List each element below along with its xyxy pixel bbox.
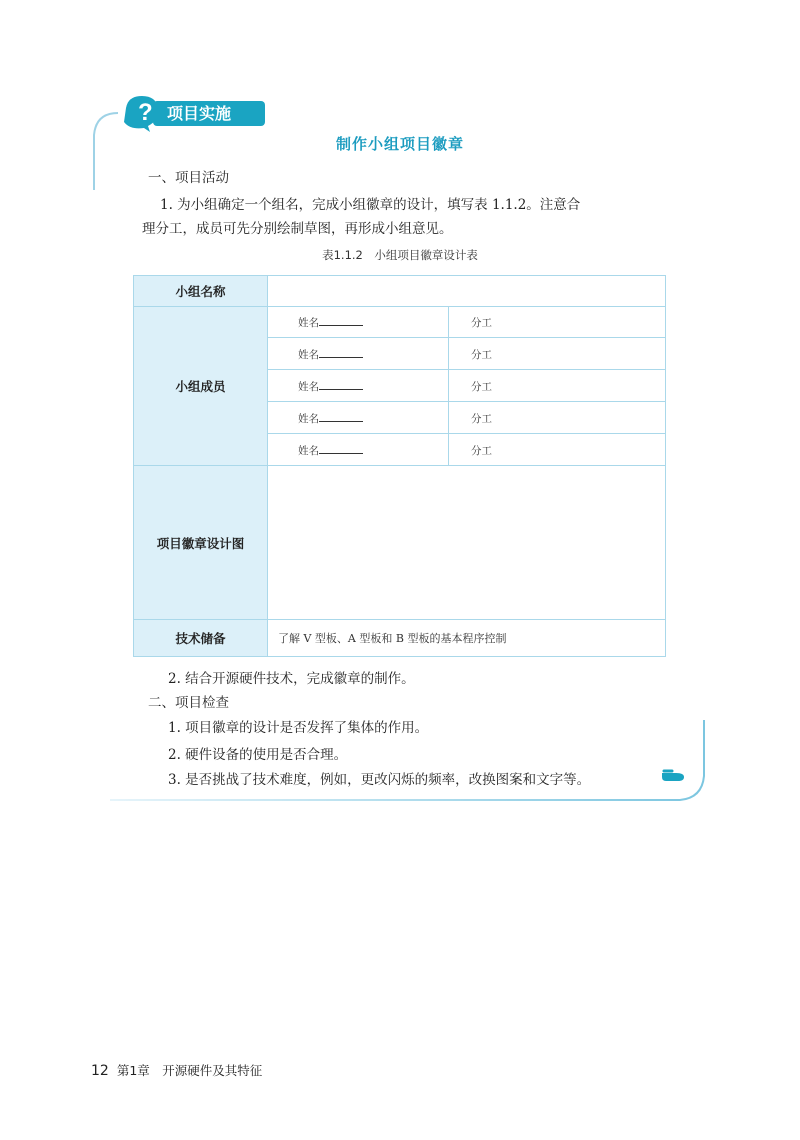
member-name-field[interactable] — [268, 307, 449, 338]
check-item: 1. 项目徽章的设计是否发挥了集体的作用。 — [168, 720, 429, 736]
section2-heading: 二、项目检查 — [148, 695, 229, 711]
group-name-label: 小组名称 — [134, 276, 268, 307]
paragraph1-line2: 理分工，成员可先分别绘制草图，再形成小组意见。 — [142, 221, 453, 237]
table-caption: 表1.1.2 小组项目徽章设计表 — [322, 248, 478, 262]
page-footer — [91, 1061, 262, 1079]
member-role-field[interactable] — [449, 434, 666, 466]
member-role-field[interactable] — [449, 370, 666, 402]
svg-text:?: ? — [138, 99, 153, 126]
role-label: 分工 — [471, 412, 492, 425]
pointing-hand-icon — [660, 765, 686, 785]
badge-design-table — [133, 275, 666, 657]
members-label: 小组成员 — [134, 307, 268, 466]
name-label: 姓名 — [298, 317, 319, 329]
chapter-title: 第1章 开源硬件及其特征 — [116, 1063, 263, 1078]
member-role-field[interactable] — [449, 338, 666, 370]
page-number: 12 — [91, 1063, 109, 1079]
group-name-field[interactable] — [268, 276, 666, 307]
member-row — [134, 307, 666, 338]
member-name-field[interactable] — [268, 434, 449, 466]
name-label: 姓名 — [298, 348, 319, 361]
tech-label: 技术储备 — [134, 620, 268, 657]
role-label: 分工 — [471, 317, 492, 329]
design-label: 项目徽章设计图 — [134, 466, 268, 620]
paragraph1-line1: 1. 为小组确定一个组名，完成小组徽章的设计，填写表 1.1.2。注意合 — [160, 197, 581, 213]
tech-value-cell — [268, 620, 666, 657]
member-name-field[interactable] — [268, 338, 449, 370]
name-label: 姓名 — [298, 412, 319, 425]
underline — [319, 379, 363, 390]
role-label: 分工 — [471, 380, 492, 393]
member-role-field[interactable] — [449, 402, 666, 434]
member-role-field[interactable] — [449, 307, 666, 338]
underline — [319, 443, 363, 454]
check-item: 3. 是否挑战了技术难度，例如，更改闪烁的频率，改换图案和文字等。 — [168, 772, 591, 788]
section1-heading: 一、项目活动 — [148, 170, 229, 186]
paragraph2: 2. 结合开源硬件技术，完成徽章的制作。 — [168, 671, 415, 687]
underline — [319, 411, 363, 422]
underline — [319, 347, 363, 358]
name-label: 姓名 — [298, 380, 319, 393]
section-badge: 项目实施 — [153, 101, 265, 126]
tech-value: 了解 V 型板、A 型板和 B 型板的基本程序控制 — [278, 632, 507, 645]
check-item: 2. 硬件设备的使用是否合理。 — [168, 747, 348, 763]
member-name-field[interactable] — [268, 402, 449, 434]
role-label: 分工 — [471, 444, 492, 457]
page-title: 制作小组项目徽章 — [335, 135, 464, 153]
role-label: 分工 — [471, 348, 492, 361]
member-name-field[interactable] — [268, 370, 449, 402]
design-drawing-area[interactable] — [268, 466, 666, 620]
underline — [319, 315, 363, 326]
name-label: 姓名 — [298, 444, 319, 457]
